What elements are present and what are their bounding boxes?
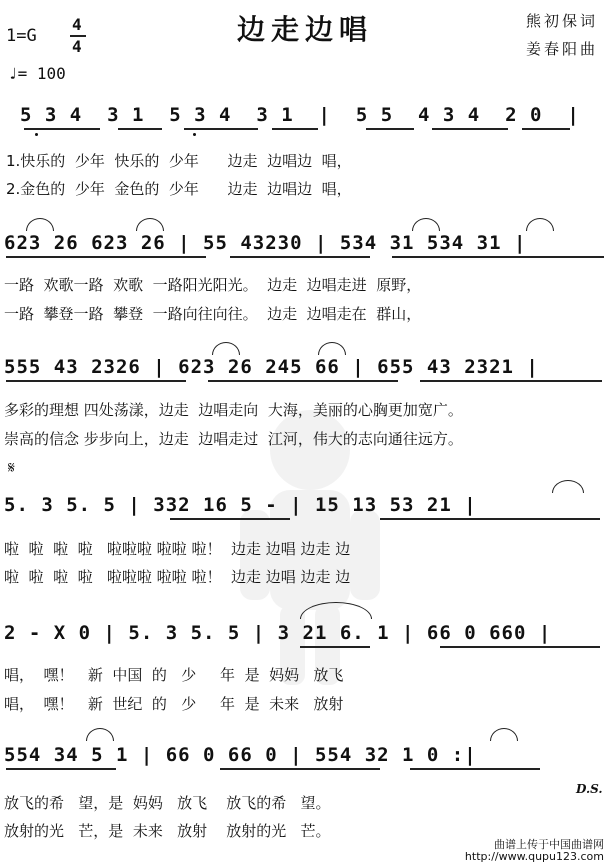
lyric-verse-1: 1.快乐的 少年 快乐的 少年 边走 边唱边 唱， <box>6 152 352 170</box>
song-title: 边走边唱 <box>236 13 373 46</box>
notation-line-4: 5. 3 5. 5 | 332 16 5 - | 15 13 53 21 | <box>4 494 477 516</box>
key-signature: 1=G <box>6 26 37 46</box>
lyric-verse-2: 啦 啦 啦 啦 啦啦啦 啦啦 啦！ 边走 边唱 边走 边 <box>4 568 351 586</box>
lyric-verse-2: 放射的光 芒，是 未来 放射 放射的光 芒。 <box>4 822 331 840</box>
lyric-verse-1: 唱， 嘿！ 新 中国 的 少 年 是 妈妈 放飞 <box>4 666 344 684</box>
lyric-verse-1: 多彩的理想 四处荡漾，边走 边唱走向 大海，美丽的心胸更加宽广。 <box>4 401 463 419</box>
notation-line-3: 555 43 2326 | 623 26 245 66 | 655 43 2321 | <box>4 356 539 378</box>
ds-marking: D.S. <box>576 782 603 796</box>
footer-site-name: 曲谱上传于中国曲谱网 <box>494 838 604 851</box>
footer-url: http://www.qupu123.com <box>464 850 604 863</box>
notation-line-6: 554 34 5 1 | 66 0 66 0 | 554 32 1 0 :| <box>4 744 477 766</box>
segno-sign: 𝄋 <box>8 458 15 477</box>
notation-line-5: 2 - X 0 | 5. 3 5. 5 | 3 21 6. 1 | 66 0 660 | <box>4 622 552 644</box>
notation-line-1: 5 3 4 3 1 5 3 4 3 1 | 5 5 4 3 4 2 0 | <box>20 104 580 126</box>
time-signature-top: 4 <box>72 15 82 34</box>
lyric-verse-2: 唱， 嘿！ 新 世纪 的 少 年 是 未来 放射 <box>4 695 344 713</box>
lyric-verse-2: 一路 攀登一路 攀登 一路向往向往。 边走 边唱走在 群山， <box>4 305 422 323</box>
lyric-verse-2: 崇高的信念 步步向上，边走 边唱走过 江河，伟大的志向通往远方。 <box>4 430 463 448</box>
lyricist-credit: 熊初保词 <box>525 12 598 30</box>
composer-credit: 姜春阳曲 <box>525 40 598 58</box>
tempo-marking: ♩= 100 <box>8 64 66 83</box>
beam <box>24 128 100 130</box>
time-signature-bottom: 4 <box>72 37 82 56</box>
lyric-verse-1: 一路 欢歌一路 欢歌 一路阳光阳光。 边走 边唱走进 原野， <box>4 276 422 294</box>
notation-line-2: 623 26 623 26 | 55 43230 | 534 31 534 31 | <box>4 232 527 254</box>
lyric-verse-1: 啦 啦 啦 啦 啦啦啦 啦啦 啦！ 边走 边唱 边走 边 <box>4 540 351 558</box>
lyric-verse-2: 2.金色的 少年 金色的 少年 边走 边唱边 唱， <box>6 180 352 198</box>
lyric-verse-1: 放飞的希 望，是 妈妈 放飞 放飞的希 望。 <box>4 794 331 812</box>
